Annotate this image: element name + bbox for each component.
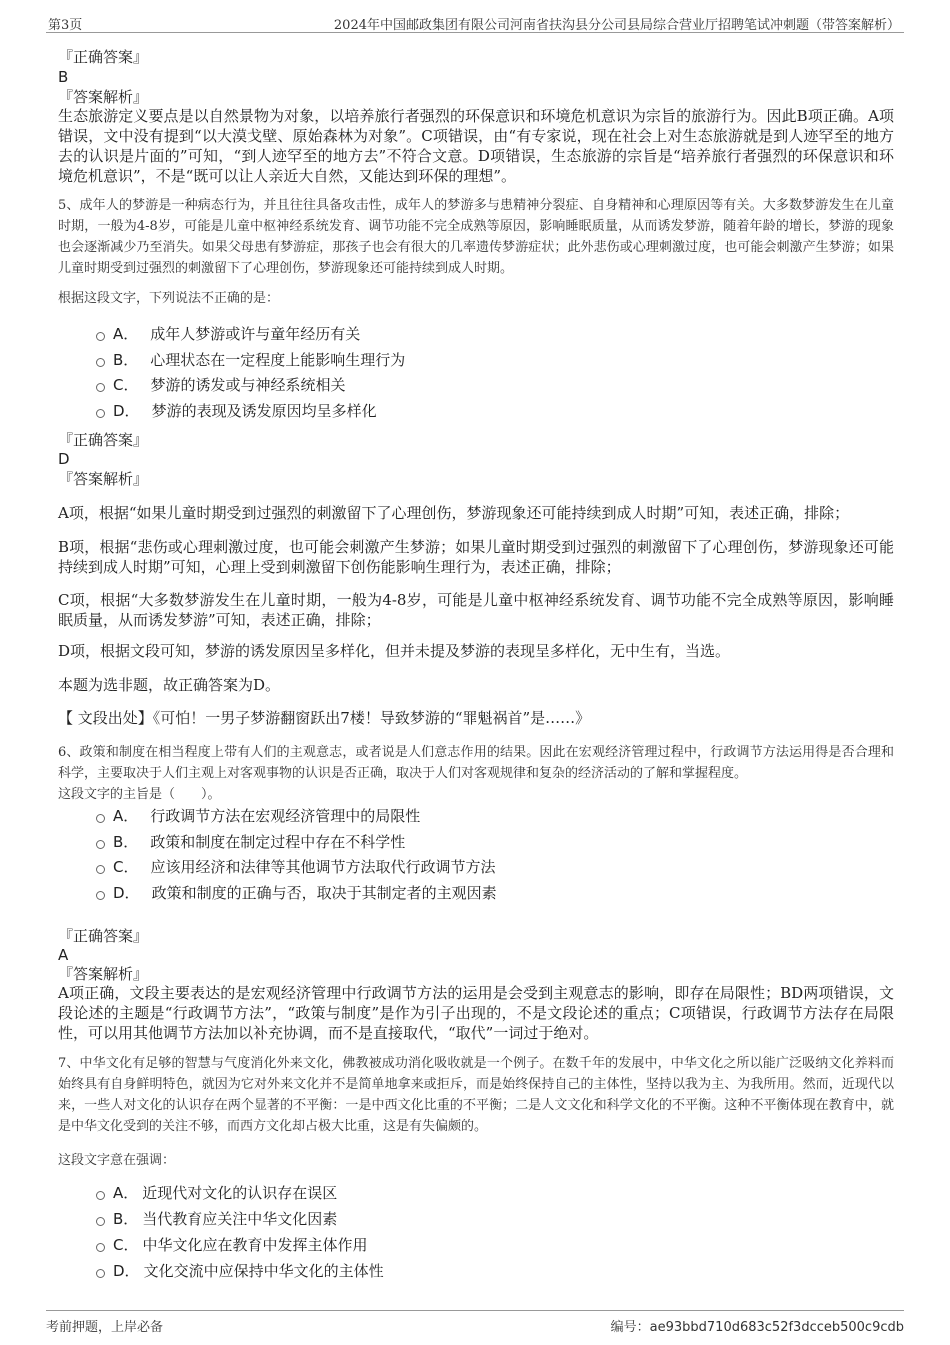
q4-answer: B xyxy=(58,68,69,86)
q6-option-c[interactable]: C． 应该用经济和法律等其他调节方法取代行政调节方法 xyxy=(96,857,496,877)
q7-prompt: 这段文字意在强调： xyxy=(58,1153,176,1168)
radio-icon[interactable] xyxy=(96,1191,105,1200)
document-title: 2024年中国邮政集团有限公司河南省扶沟县分公司县局综合营业厅招聘笔试冲刺题（带答案解析） xyxy=(333,18,900,33)
q4-answer-label: 『正确答案』 xyxy=(58,48,149,66)
q6-explanation: A项正确，文段主要表达的是宏观经济管理中行政调节方法的运用是会受到主观意志的影响，即存在局限性；BD两项错误，文段论述的主题是“行政调节方法”，“政策与制度”是作为引子出现的，不是文段论述的重点；C项错误，行政调节方法存在局限性，可以用其他调节方法加以补充协调，而不是直接取代，“取代”一词过于绝对。 xyxy=(58,984,894,1042)
radio-icon[interactable] xyxy=(96,383,105,392)
radio-icon[interactable] xyxy=(96,1269,105,1278)
footer-code-value: ae93bbd710d683c52f3dcceb500c9cdb xyxy=(649,1320,904,1335)
footer-slogan: 考前押题，上岸必备 xyxy=(46,1320,164,1335)
q4-analysis-label: 『答案解析』 xyxy=(58,88,149,106)
q5-analysis-c: C项，根据“大多数梦游发生在儿童时期，一般为4-8岁，可能是儿童中枢神经系统发育、调节功能不完全成熟等原因，影响睡眠质量，从而诱发梦游”可知，表述正确，排除； xyxy=(58,591,894,629)
q7-option-c[interactable]: C． 中华文化应在教育中发挥主体作用 xyxy=(96,1235,368,1255)
q5-analysis-a: A项，根据“如果儿童时期受到过强烈的刺激留下了心理创伤，梦游现象还可能持续到成人时期”可知，表述正确，排除； xyxy=(58,504,850,522)
page-header xyxy=(46,10,904,33)
q5-conclusion: 本题为选非题，故正确答案为D。 xyxy=(58,676,281,694)
footer-code-label: 编号： xyxy=(610,1320,650,1335)
q5-source: 【 文段出处】《可怕！一男子梦游翻窗跃出7楼！导致梦游的“罪魁祸首”是……》 xyxy=(58,709,591,727)
radio-icon[interactable] xyxy=(96,1217,105,1226)
q5-analysis-d: D项，根据文段可知，梦游的诱发原因呈多样化，但并未提及梦游的表现呈多样化，无中生有，当选。 xyxy=(58,642,731,660)
q5-option-c[interactable]: C． 梦游的诱发或与神经系统相关 xyxy=(96,375,346,395)
q5-analysis-b: B项，根据“悲伤或心理刺激过度，也可能会刺激产生梦游；如果儿童时期受到过强烈的刺激留下了心理创伤，梦游现象还可能持续到成人时期”可知，心理上受到刺激留下创伤能影响生理行为，表述正确，排除； xyxy=(58,538,894,576)
radio-icon[interactable] xyxy=(96,814,105,823)
q6-analysis-label: 『答案解析』 xyxy=(58,965,149,983)
radio-icon[interactable] xyxy=(96,332,105,341)
q6-option-d[interactable]: D． 政策和制度的正确与否，取决于其制定者的主观因素 xyxy=(96,883,497,903)
q6-stem: 6、政策和制度在相当程度上带有人们的主观意志，或者说是人们意志作用的结果。因此在宏观经济管理过程中，行政调节方法运用得是否合理和科学，主要取决于人们主观上对客观事物的认识是否正确，取决于人们对客观规律和复杂的经济活动的了解和掌握程度。 xyxy=(58,745,894,781)
q7-option-b[interactable]: B． 当代教育应关注中华文化因素 xyxy=(96,1209,337,1229)
radio-icon[interactable] xyxy=(96,865,105,874)
q5-stem: 5、成年人的梦游是一种病态行为，并且往往具备攻击性，成年人的梦游多与患精神分裂症、自身精神和心理原因等有关。大多数梦游发生在儿童时期，一般为4-8岁，可能是儿童中枢神经系统发育、调节功能不完全成熟等原因，影响睡眠质量，从而诱发梦游，随着年龄的增长，梦游的现象也会逐渐减少乃至消失。如果父母患有梦游症，那孩子也会有很大的几率遗传梦游症状；此外悲伤或心理刺激过度，也可能会刺激产生梦游；如果儿童时期受到过强烈的刺激留下了心理创伤，梦游现象还可能持续到成人时期。 xyxy=(58,198,894,276)
radio-icon[interactable] xyxy=(96,891,105,900)
q5-option-d[interactable]: D． 梦游的表现及诱发原因均呈多样化 xyxy=(96,401,377,421)
q7-stem: 7、中华文化有足够的智慧与气度消化外来文化，佛教被成功消化吸收就是一个例子。在数千年的发展中，中华文化之所以能广泛吸纳文化养料而始终具有自身鲜明特色，就因为它对外来文化并不是简单地拿来或拒斥，而是始终保持自己的主体性，坚持以我为主、为我所用。然而，近现代以来，一些人对文化的认识存在两个显著的不平衡：一是中西文化比重的不平衡；二是人文文化和科学文化的不平衡。这种不平衡体现在教育中，就是中华文化受到的关注不够，而西方文化却占极大比重，这是有失偏颇的。 xyxy=(58,1056,894,1134)
q6-prompt: 这段文字的主旨是（ ）。 xyxy=(58,787,221,802)
q6-option-a[interactable]: A． 行政调节方法在宏观经济管理中的局限性 xyxy=(96,806,420,826)
q5-answer-label: 『正确答案』 xyxy=(58,431,149,449)
q5-answer: D xyxy=(58,450,70,468)
q5-option-a[interactable]: A． 成年人梦游或许与童年经历有关 xyxy=(96,324,360,344)
radio-icon[interactable] xyxy=(96,358,105,367)
page-number: 第3页 xyxy=(48,18,83,33)
radio-icon[interactable] xyxy=(96,409,105,418)
q7-option-d[interactable]: D． 文化交流中应保持中华文化的主体性 xyxy=(96,1261,384,1281)
q6-option-b[interactable]: B． 政策和制度在制定过程中存在不科学性 xyxy=(96,832,405,852)
page-footer xyxy=(46,1310,904,1333)
q5-analysis-label: 『答案解析』 xyxy=(58,470,149,488)
q7-option-a[interactable]: A． 近现代对文化的认识存在误区 xyxy=(96,1183,337,1203)
q4-explanation: 生态旅游定义要点是以自然景物为对象，以培养旅行者强烈的环保意识和环境危机意识为宗旨的旅游行为。因此B项正确。A项错误，文中没有提到“以大漠戈壁、原始森林为对象”。C项错误，由“有专家说，现在社会上对生态旅游就是到人迹罕至的地方去的认识是片面的”可知，“到人迹罕至的地方去”不符合文意。D项错误，生态旅游的宗旨是“培养旅行者强烈的环保意识和环境危机意识”，不是“既可以让人亲近大自然，又能达到环保的理想”。 xyxy=(58,107,894,185)
radio-icon[interactable] xyxy=(96,1243,105,1252)
footer-code xyxy=(611,1316,904,1335)
q5-prompt: 根据这段文字，下列说法不正确的是： xyxy=(58,291,280,306)
radio-icon[interactable] xyxy=(96,840,105,849)
q5-option-b[interactable]: B． 心理状态在一定程度上能影响生理行为 xyxy=(96,350,405,370)
q6-answer: A xyxy=(58,946,69,964)
q6-answer-label: 『正确答案』 xyxy=(58,927,149,945)
